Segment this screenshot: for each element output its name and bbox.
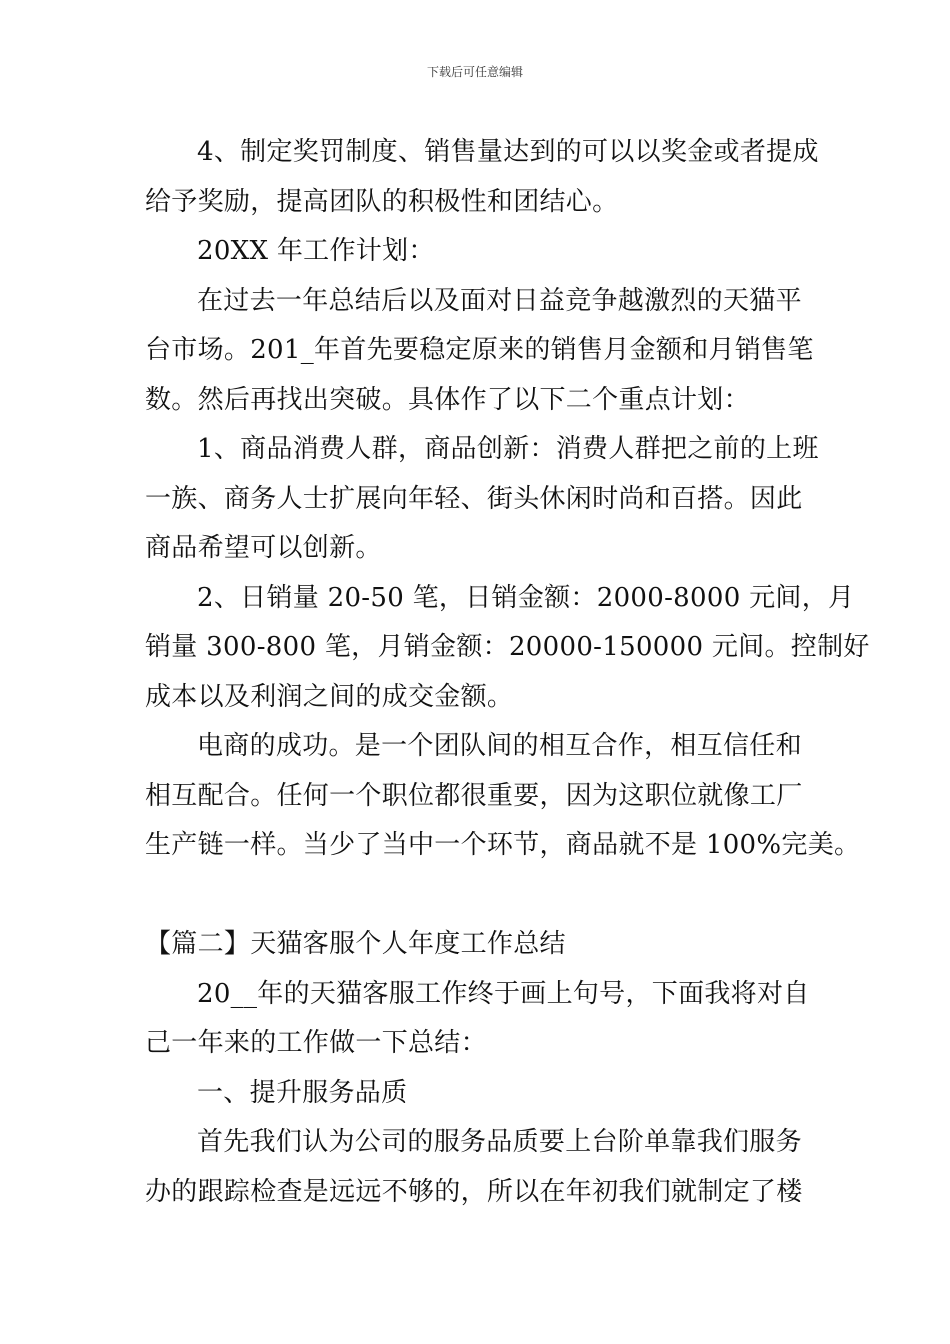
paragraph-line: 销量 300-800 笔，月销金额：20000-150000 元间。控制好 [145, 632, 870, 662]
paragraph-line: 首先我们认为公司的服务品质要上台阶单靠我们服务 [197, 1127, 802, 1157]
paragraph-line: 数。然后再找出突破。具体作了以下二个重点计划： [145, 384, 750, 415]
paragraph-line: 商品希望可以创新。 [145, 533, 382, 563]
article-title: 【篇二】天猫客服个人年度工作总结 [145, 929, 566, 959]
paragraph-line: 在过去一年总结后以及面对日益竞争越激烈的天猫平 [197, 285, 802, 316]
paragraph-line: 生产链一样。当少了当中一个环节，商品就不是 100%完美。 [145, 830, 861, 860]
paragraph-line: 己一年来的工作做一下总结： [145, 1028, 487, 1058]
paragraph-line: 台市场。201_年首先要稳定原来的销售月金额和月销售笔 [145, 335, 814, 365]
paragraph-line: 成本以及利润之间的成交金额。 [145, 681, 514, 712]
document-body [145, 128, 870, 1217]
paragraph-line: 一族、商务人士扩展向年轻、街头休闲时尚和百搭。因此 [145, 483, 803, 514]
section-heading: 20XX 年工作计划： [197, 236, 435, 266]
paragraph-line: 电商的成功。是一个团队间的相互合作，相互信任和 [197, 731, 802, 761]
paragraph-line: 办的跟踪检查是远远不够的，所以在年初我们就制定了楼 [145, 1176, 803, 1207]
page-header: 下载后可任意编辑 [426, 65, 523, 79]
section-heading: 一、提升服务品质 [197, 1077, 408, 1108]
paragraph-line: 4、制定奖罚制度、销售量达到的可以以奖金或者提成 [197, 137, 819, 167]
paragraph-line: 1、商品消费人群，商品创新：消费人群把之前的上班 [197, 434, 819, 464]
paragraph-line: 给予奖励，提高团队的积极性和团结心。 [145, 186, 619, 217]
paragraph-line: 20__年的天猫客服工作终于画上句号，下面我将对自 [197, 978, 810, 1009]
paragraph-line: 相互配合。任何一个职位都很重要，因为这职位就像工厂 [145, 780, 803, 811]
paragraph-line: 2、日销量 20-50 笔，日销金额：2000-8000 元间，月 [197, 582, 855, 613]
spacer [145, 871, 810, 921]
